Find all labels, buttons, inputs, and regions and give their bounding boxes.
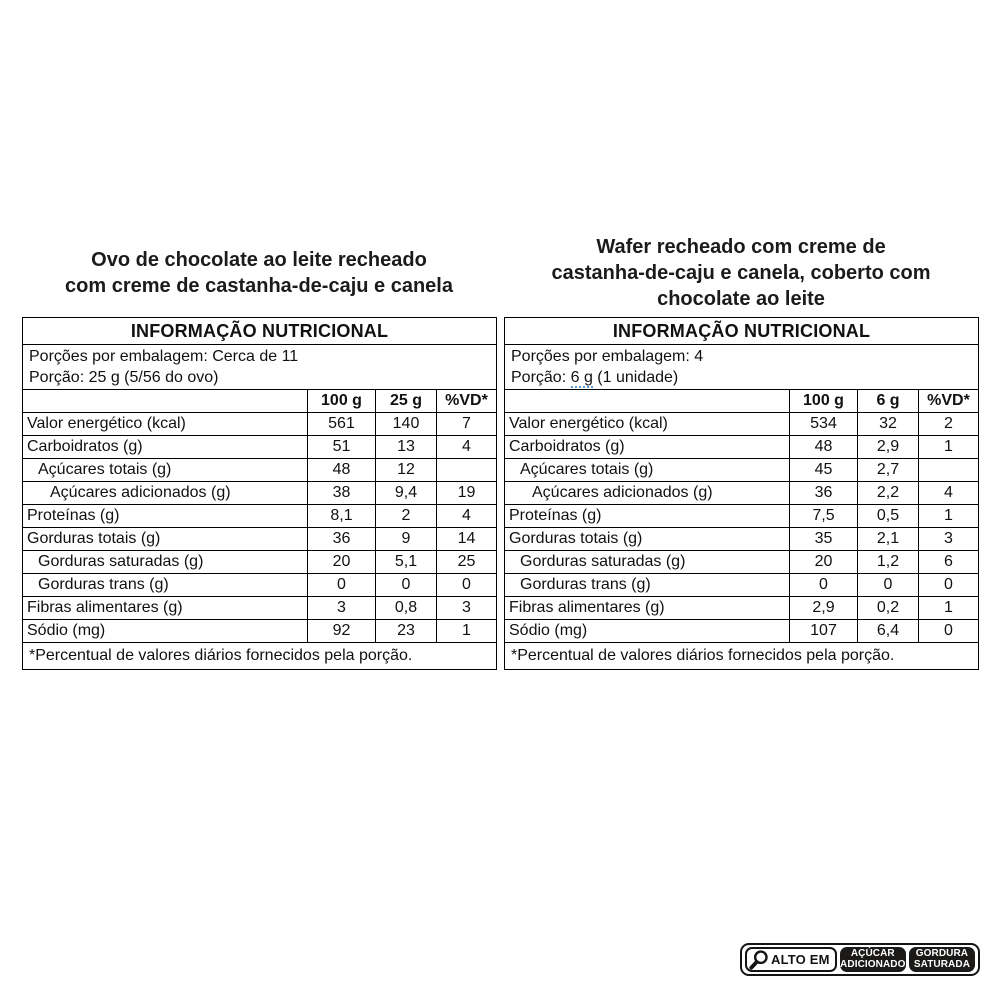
table-row — [505, 436, 979, 459]
column-header: 25 g — [376, 390, 437, 413]
product-title-line: Wafer recheado com creme de — [596, 235, 886, 258]
nutrient-value: 4 — [919, 482, 979, 505]
nutrient-label: Gorduras saturadas (g) — [505, 551, 790, 574]
nutrient-value: 0,5 — [858, 505, 919, 528]
nutrient-value: 35 — [790, 528, 858, 551]
nutrient-value: 0 — [376, 574, 437, 597]
nutrient-value: 3 — [919, 528, 979, 551]
nutrient-label: Valor energético (kcal) — [23, 413, 308, 436]
nutrient-value: 51 — [308, 436, 376, 459]
product-title-line: castanha-de-caju e canela, coberto com — [551, 261, 931, 284]
nutrient-label: Valor energético (kcal) — [505, 413, 790, 436]
table-row — [505, 551, 979, 574]
table-row — [23, 528, 497, 551]
nutrient-value: 2 — [919, 413, 979, 436]
product-title-line: chocolate ao leite — [657, 287, 825, 310]
nutrient-value: 7,5 — [790, 505, 858, 528]
table-row — [23, 482, 497, 505]
nutrient-value: 12 — [376, 459, 437, 482]
nutrient-value: 534 — [790, 413, 858, 436]
nutrient-value: 8,1 — [308, 505, 376, 528]
column-header: %VD* — [437, 390, 497, 413]
column-header: 100 g — [790, 390, 858, 413]
table-row — [23, 620, 497, 643]
nutrient-value: 25 — [437, 551, 497, 574]
nutrition-panels — [22, 228, 978, 670]
column-header: 100 g — [308, 390, 376, 413]
nutrient-value: 2 — [376, 505, 437, 528]
nutrient-label: Carboidratos (g) — [505, 436, 790, 459]
table-header: INFORMAÇÃO NUTRICIONAL — [505, 318, 979, 345]
warning-badge — [740, 943, 980, 976]
nutrient-label: Fibras alimentares (g) — [505, 597, 790, 620]
table-header: INFORMAÇÃO NUTRICIONAL — [23, 318, 497, 345]
warning-pill-gordura-saturada: GORDURA SATURADA — [909, 947, 975, 972]
nutrient-value: 1 — [919, 597, 979, 620]
nutrient-value: 1,2 — [858, 551, 919, 574]
servings-line2: Porção: 25 g (5/56 do ovo) — [29, 369, 219, 386]
nutrient-value: 2,9 — [858, 436, 919, 459]
table-header-row — [23, 318, 497, 345]
nutrition-table — [22, 317, 497, 670]
nutrient-value: 92 — [308, 620, 376, 643]
nutrient-label: Gorduras totais (g) — [23, 528, 308, 551]
table-row — [505, 482, 979, 505]
footnote-row — [505, 643, 979, 670]
nutrient-value: 32 — [858, 413, 919, 436]
table-row — [505, 597, 979, 620]
servings-row — [23, 345, 497, 390]
table-row — [23, 505, 497, 528]
nutrient-label: Gorduras trans (g) — [23, 574, 308, 597]
product-title — [22, 228, 496, 317]
magnifier-icon — [748, 949, 770, 971]
nutrient-value: 20 — [790, 551, 858, 574]
table-header-row — [505, 318, 979, 345]
nutrient-label: Gorduras totais (g) — [505, 528, 790, 551]
nutrient-value: 20 — [308, 551, 376, 574]
nutrient-value: 38 — [308, 482, 376, 505]
servings-line1: Porções por embalagem: Cerca de 11 — [29, 348, 299, 365]
column-header-row — [505, 390, 979, 413]
nutrient-value: 36 — [308, 528, 376, 551]
column-header-empty — [505, 390, 790, 413]
table-footnote: *Percentual de valores diários fornecidos pela porção. — [505, 643, 979, 670]
nutrient-value — [919, 459, 979, 482]
nutrient-value: 2,1 — [858, 528, 919, 551]
table-footnote: *Percentual de valores diários fornecidos pela porção. — [23, 643, 497, 670]
table-row — [23, 574, 497, 597]
alto-em-pill — [745, 947, 837, 972]
nutrient-label: Proteínas (g) — [505, 505, 790, 528]
nutrient-value: 0 — [308, 574, 376, 597]
nutrient-value: 5,1 — [376, 551, 437, 574]
nutrient-value: 48 — [790, 436, 858, 459]
servings-line2: Porção: 6 g (1 unidade) — [511, 369, 679, 386]
nutrient-value: 36 — [790, 482, 858, 505]
nutrient-label: Sódio (mg) — [23, 620, 308, 643]
nutrient-value: 9 — [376, 528, 437, 551]
table-row — [23, 551, 497, 574]
nutrient-value: 19 — [437, 482, 497, 505]
nutrient-value: 4 — [437, 505, 497, 528]
table-row — [505, 574, 979, 597]
table-row — [505, 620, 979, 643]
nutrient-value: 3 — [308, 597, 376, 620]
nutrient-value: 107 — [790, 620, 858, 643]
nutrient-value: 45 — [790, 459, 858, 482]
nutrient-value: 0 — [919, 574, 979, 597]
nutrient-value: 1 — [919, 436, 979, 459]
nutrient-label: Açúcares totais (g) — [505, 459, 790, 482]
table-row — [505, 505, 979, 528]
nutrient-value: 23 — [376, 620, 437, 643]
nutrient-value: 0 — [790, 574, 858, 597]
warning-pill-acucar-adicionado: AÇÚCAR ADICIONADO — [840, 947, 906, 972]
nutrient-value: 14 — [437, 528, 497, 551]
nutrient-value: 0 — [858, 574, 919, 597]
nutrient-value: 2,7 — [858, 459, 919, 482]
product-title-line: Ovo de chocolate ao leite recheado — [91, 248, 427, 271]
nutrient-value: 3 — [437, 597, 497, 620]
nutrient-value: 4 — [437, 436, 497, 459]
nutrient-value: 140 — [376, 413, 437, 436]
table-row — [505, 528, 979, 551]
column-header: 6 g — [858, 390, 919, 413]
nutrient-label: Açúcares adicionados (g) — [505, 482, 790, 505]
nutrient-value: 0,8 — [376, 597, 437, 620]
table-row — [23, 436, 497, 459]
table-row — [23, 413, 497, 436]
servings-row — [505, 345, 979, 390]
nutrient-value: 1 — [437, 620, 497, 643]
nutrient-value: 0 — [437, 574, 497, 597]
alto-em-label: ALTO EM — [771, 952, 830, 967]
nutrient-label: Carboidratos (g) — [23, 436, 308, 459]
column-header-empty — [23, 390, 308, 413]
spellcheck-underline: 6 g — [570, 369, 593, 386]
nutrient-value: 0,2 — [858, 597, 919, 620]
nutrient-value: 13 — [376, 436, 437, 459]
table-row — [505, 413, 979, 436]
table-row — [23, 459, 497, 482]
table-row — [505, 459, 979, 482]
nutrition-table — [504, 317, 979, 670]
nutrient-value: 6 — [919, 551, 979, 574]
product-title-line: com creme de castanha-de-caju e canela — [65, 274, 453, 297]
servings-line1: Porções por embalagem: 4 — [511, 348, 704, 365]
nutrient-value: 6,4 — [858, 620, 919, 643]
nutrient-value: 48 — [308, 459, 376, 482]
column-header-row — [23, 390, 497, 413]
nutrient-value: 0 — [919, 620, 979, 643]
nutrient-value: 7 — [437, 413, 497, 436]
product-title — [504, 228, 978, 317]
footnote-row — [23, 643, 497, 670]
column-header: %VD* — [919, 390, 979, 413]
nutrient-label: Fibras alimentares (g) — [23, 597, 308, 620]
nutrient-label: Gorduras saturadas (g) — [23, 551, 308, 574]
product-panel-wafer — [504, 228, 978, 670]
table-row — [23, 597, 497, 620]
nutrient-label: Açúcares totais (g) — [23, 459, 308, 482]
product-panel-ovo — [22, 228, 496, 670]
nutrient-label: Proteínas (g) — [23, 505, 308, 528]
nutrient-label: Sódio (mg) — [505, 620, 790, 643]
nutrient-label: Gorduras trans (g) — [505, 574, 790, 597]
nutrient-value: 2,2 — [858, 482, 919, 505]
nutrient-value: 2,9 — [790, 597, 858, 620]
nutrient-value: 1 — [919, 505, 979, 528]
nutrient-value: 561 — [308, 413, 376, 436]
nutrient-value: 9,4 — [376, 482, 437, 505]
nutrient-value — [437, 459, 497, 482]
nutrient-label: Açúcares adicionados (g) — [23, 482, 308, 505]
